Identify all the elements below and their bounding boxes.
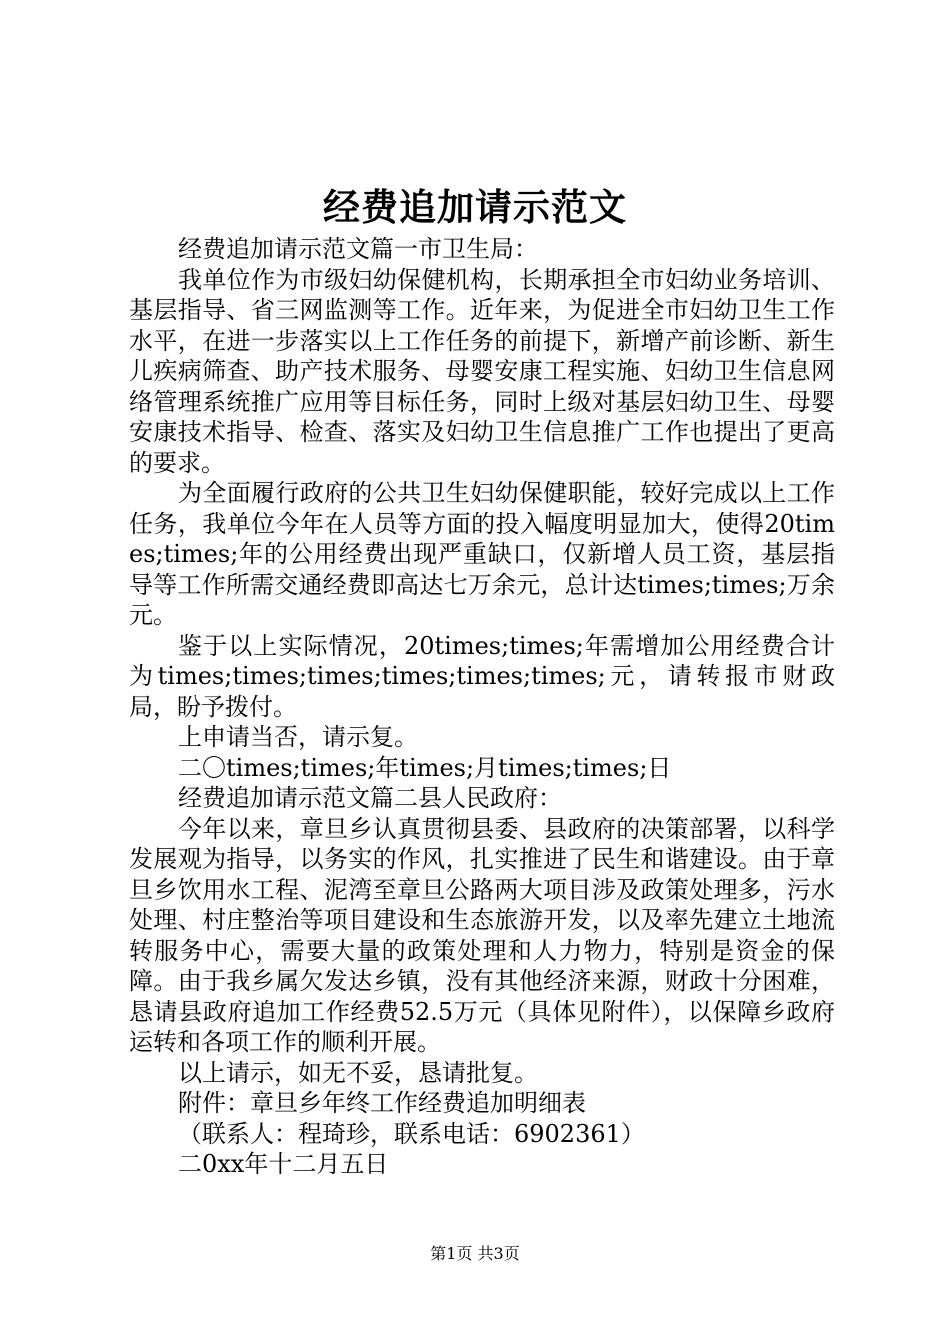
page-number-footer: 第1页 共3页	[430, 1244, 520, 1263]
paragraph-date-1: 二〇times;times;年times;月times;times;日	[178, 753, 672, 782]
paragraph-salutation-2: 经费追加请示范文篇二县人民政府：	[178, 784, 562, 812]
paragraph-date-2: 二0xx年十二月五日	[178, 1150, 389, 1178]
paragraph-closing-2: 以上请示，如无不妥，恳请批复。	[178, 1058, 538, 1087]
paragraph-funding-gap: 为全面履行政府的公共卫生妇幼保健职能，较好完成以上工作任务，我单位今年在人员等方面的投入幅度明显加大，使得20times;times;年的公用经费出现严重缺口，仅新增人员工资，基层指导等工作所需交通经费即高达七万余元，总计达times;times;万余元。	[129, 479, 835, 629]
paragraph-request-amount: 鉴于以上实际情况，20times;times;年需增加公用经费合计为times;times;times;times;times;times;元，请转报市财政局，盼予拨付。	[129, 631, 835, 721]
paragraph-salutation-1: 经费追加请示范文篇一市卫生局：	[178, 235, 538, 263]
document-body	[129, 234, 835, 1180]
document-title: 经费追加请示范文	[323, 185, 627, 229]
paragraph-attachment: 附件：章旦乡年终工作经费追加明细表	[178, 1089, 586, 1117]
paragraph-contact: （联系人：程琦珍，联系电话：6902361）	[178, 1119, 645, 1148]
paragraph-body-2: 今年以来，章旦乡认真贯彻县委、县政府的决策部署，以科学发展观为指导，以务实的作风，扎实推进了民生和谐建设。由于章旦乡饮用水工程、泥湾至章旦公路两大项目涉及政策处理多，污水处理、村庄整治等项目建设和生态旅游开发，以及率先建立土地流转服务中心，需要大量的政策处理和人力物力，特别是资金的保障。由于我乡属欠发达乡镇，没有其他经济来源，财政十分困难，恳请县政府追加工作经费52.5万元（具体见附件），以保障乡政府运转和各项工作的顺利开展。	[129, 814, 835, 1056]
paragraph-background: 我单位作为市级妇幼保健机构，长期承担全市妇幼业务培训、基层指导、省三网监测等工作。近年来，为促进全市妇幼卫生工作水平，在进一步落实以上工作任务的前提下，新增产前诊断、新生儿疾病筛查、助产技术服务、母婴安康工程实施、妇幼卫生信息网络管理系统推广应用等目标任务，同时上级对基层妇幼卫生、母婴安康技术指导、检查、落实及妇幼卫生信息推广工作也提出了更高的要求。	[129, 265, 835, 477]
paragraph-closing-1: 上申请当否，请示复。	[178, 723, 418, 751]
